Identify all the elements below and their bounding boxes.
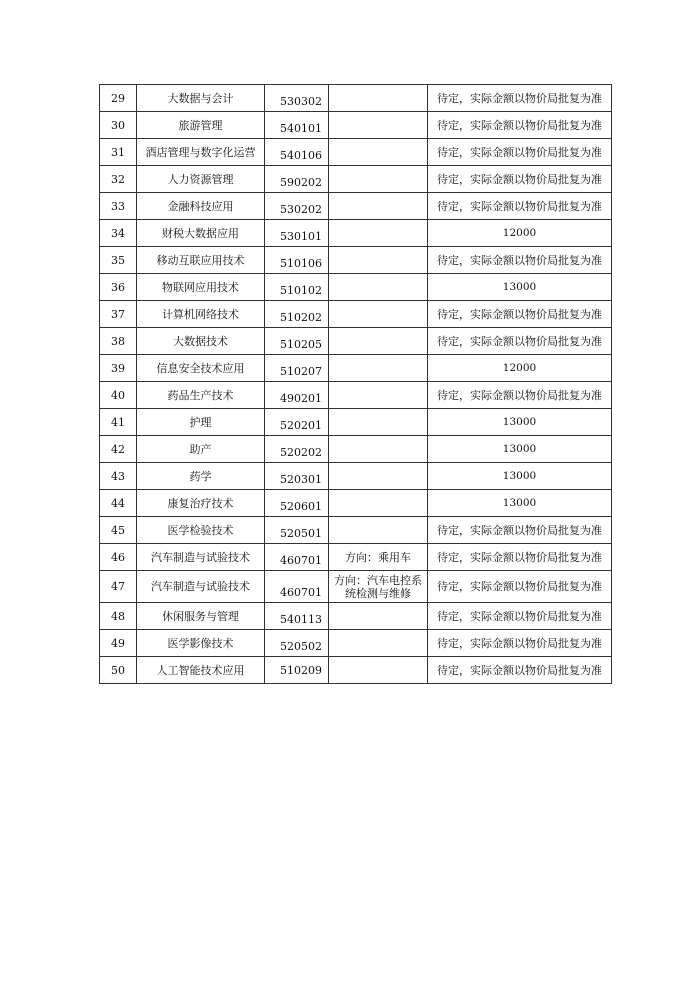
direction-cell — [329, 603, 428, 630]
major-name-cell: 财税大数据应用 — [137, 220, 265, 247]
tuition-fee-cell: 待定，实际金额以物价局批复为准 — [428, 544, 612, 571]
tuition-fee-cell: 待定，实际金额以物价局批复为准 — [428, 85, 612, 112]
table-row — [100, 544, 612, 571]
major-code-cell: 520301 — [265, 463, 329, 490]
major-name-cell: 助产 — [137, 436, 265, 463]
row-number-cell: 31 — [100, 139, 137, 166]
major-name-cell: 移动互联应用技术 — [137, 247, 265, 274]
table-row — [100, 603, 612, 630]
tuition-fee-cell: 待定，实际金额以物价局批复为准 — [428, 630, 612, 657]
major-code-cell: 460701 — [265, 544, 329, 571]
direction-cell — [329, 436, 428, 463]
row-number-cell: 40 — [100, 382, 137, 409]
tuition-fee-cell: 待定，实际金额以物价局批复为准 — [428, 166, 612, 193]
tuition-fee-cell: 待定，实际金额以物价局批复为准 — [428, 112, 612, 139]
table-row — [100, 630, 612, 657]
table-row — [100, 355, 612, 382]
major-name-cell: 人力资源管理 — [137, 166, 265, 193]
major-name-cell: 汽车制造与试验技术 — [137, 544, 265, 571]
major-code-cell: 520502 — [265, 630, 329, 657]
major-name-cell: 物联网应用技术 — [137, 274, 265, 301]
table-row — [100, 301, 612, 328]
tuition-fee-cell: 待定，实际金额以物价局批复为准 — [428, 382, 612, 409]
major-name-cell: 计算机网络技术 — [137, 301, 265, 328]
major-code-cell: 490201 — [265, 382, 329, 409]
major-name-cell: 药学 — [137, 463, 265, 490]
direction-cell: 方向：乘用车 — [329, 544, 428, 571]
major-name-cell: 旅游管理 — [137, 112, 265, 139]
major-name-cell: 护理 — [137, 409, 265, 436]
direction-cell — [329, 657, 428, 684]
row-number-cell: 39 — [100, 355, 137, 382]
major-code-cell: 510207 — [265, 355, 329, 382]
table-row — [100, 220, 612, 247]
row-number-cell: 37 — [100, 301, 137, 328]
major-name-cell: 人工智能技术应用 — [137, 657, 265, 684]
major-code-cell: 530202 — [265, 193, 329, 220]
direction-cell — [329, 139, 428, 166]
row-number-cell: 43 — [100, 463, 137, 490]
table-row — [100, 85, 612, 112]
row-number-cell: 41 — [100, 409, 137, 436]
major-code-cell: 510205 — [265, 328, 329, 355]
direction-cell — [329, 220, 428, 247]
row-number-cell: 47 — [100, 571, 137, 603]
major-code-cell: 590202 — [265, 166, 329, 193]
table-row — [100, 409, 612, 436]
tuition-fee-cell: 待定，实际金额以物价局批复为准 — [428, 193, 612, 220]
major-code-cell: 530101 — [265, 220, 329, 247]
major-code-cell: 510106 — [265, 247, 329, 274]
tuition-fee-cell: 待定，实际金额以物价局批复为准 — [428, 657, 612, 684]
row-number-cell: 38 — [100, 328, 137, 355]
table-row — [100, 571, 612, 603]
major-code-cell: 540113 — [265, 603, 329, 630]
major-code-cell: 530302 — [265, 85, 329, 112]
major-name-cell: 医学影像技术 — [137, 630, 265, 657]
tuition-fee-cell: 待定，实际金额以物价局批复为准 — [428, 301, 612, 328]
major-code-cell: 540101 — [265, 112, 329, 139]
major-name-cell: 大数据与会计 — [137, 85, 265, 112]
row-number-cell: 29 — [100, 85, 137, 112]
major-code-cell: 510102 — [265, 274, 329, 301]
tuition-fee-cell: 待定，实际金额以物价局批复为准 — [428, 247, 612, 274]
major-name-cell: 康复治疗技术 — [137, 490, 265, 517]
tuition-fee-cell: 13000 — [428, 409, 612, 436]
table-row — [100, 139, 612, 166]
major-code-cell: 520201 — [265, 409, 329, 436]
major-code-cell: 510202 — [265, 301, 329, 328]
table-row — [100, 382, 612, 409]
direction-cell — [329, 630, 428, 657]
tuition-fee-cell: 13000 — [428, 436, 612, 463]
row-number-cell: 42 — [100, 436, 137, 463]
row-number-cell: 46 — [100, 544, 137, 571]
table-row — [100, 517, 612, 544]
row-number-cell: 36 — [100, 274, 137, 301]
major-code-cell: 510209 — [265, 657, 329, 684]
major-code-cell: 540106 — [265, 139, 329, 166]
major-name-cell: 大数据技术 — [137, 328, 265, 355]
row-number-cell: 50 — [100, 657, 137, 684]
direction-cell — [329, 328, 428, 355]
direction-cell — [329, 166, 428, 193]
tuition-fee-cell: 13000 — [428, 463, 612, 490]
table-row — [100, 463, 612, 490]
direction-cell: 方向：汽车电控系统检测与维修 — [329, 571, 428, 603]
table-row — [100, 247, 612, 274]
row-number-cell: 34 — [100, 220, 137, 247]
direction-cell — [329, 85, 428, 112]
tuition-fee-cell: 待定，实际金额以物价局批复为准 — [428, 328, 612, 355]
major-name-cell: 汽车制造与试验技术 — [137, 571, 265, 603]
tuition-fee-cell: 待定，实际金额以物价局批复为准 — [428, 139, 612, 166]
direction-cell — [329, 409, 428, 436]
table-body — [100, 85, 612, 684]
direction-cell — [329, 112, 428, 139]
row-number-cell: 44 — [100, 490, 137, 517]
direction-cell — [329, 274, 428, 301]
row-number-cell: 48 — [100, 603, 137, 630]
row-number-cell: 49 — [100, 630, 137, 657]
major-code-cell: 520601 — [265, 490, 329, 517]
tuition-fee-cell: 待定，实际金额以物价局批复为准 — [428, 571, 612, 603]
direction-cell — [329, 517, 428, 544]
table-row — [100, 274, 612, 301]
direction-cell — [329, 301, 428, 328]
direction-cell — [329, 355, 428, 382]
direction-cell — [329, 382, 428, 409]
direction-cell — [329, 247, 428, 274]
direction-cell — [329, 193, 428, 220]
table-row — [100, 436, 612, 463]
row-number-cell: 30 — [100, 112, 137, 139]
row-number-cell: 45 — [100, 517, 137, 544]
major-name-cell: 信息安全技术应用 — [137, 355, 265, 382]
major-code-cell: 520501 — [265, 517, 329, 544]
major-name-cell: 金融科技应用 — [137, 193, 265, 220]
direction-cell — [329, 490, 428, 517]
row-number-cell: 33 — [100, 193, 137, 220]
tuition-fee-cell: 12000 — [428, 220, 612, 247]
major-name-cell: 药品生产技术 — [137, 382, 265, 409]
tuition-fee-cell: 12000 — [428, 355, 612, 382]
row-number-cell: 32 — [100, 166, 137, 193]
table-row — [100, 657, 612, 684]
major-code-cell: 520202 — [265, 436, 329, 463]
table-row — [100, 166, 612, 193]
tuition-fee-cell: 13000 — [428, 274, 612, 301]
major-name-cell: 医学检验技术 — [137, 517, 265, 544]
table-row — [100, 328, 612, 355]
direction-cell — [329, 463, 428, 490]
tuition-fee-cell: 待定，实际金额以物价局批复为准 — [428, 603, 612, 630]
major-code-cell: 460701 — [265, 571, 329, 603]
row-number-cell: 35 — [100, 247, 137, 274]
table-row — [100, 490, 612, 517]
tuition-fee-cell: 待定，实际金额以物价局批复为准 — [428, 517, 612, 544]
tuition-fee-cell: 13000 — [428, 490, 612, 517]
major-fee-table — [99, 84, 612, 684]
table-row — [100, 112, 612, 139]
major-name-cell: 休闲服务与管理 — [137, 603, 265, 630]
table-row — [100, 193, 612, 220]
major-name-cell: 酒店管理与数字化运营 — [137, 139, 265, 166]
